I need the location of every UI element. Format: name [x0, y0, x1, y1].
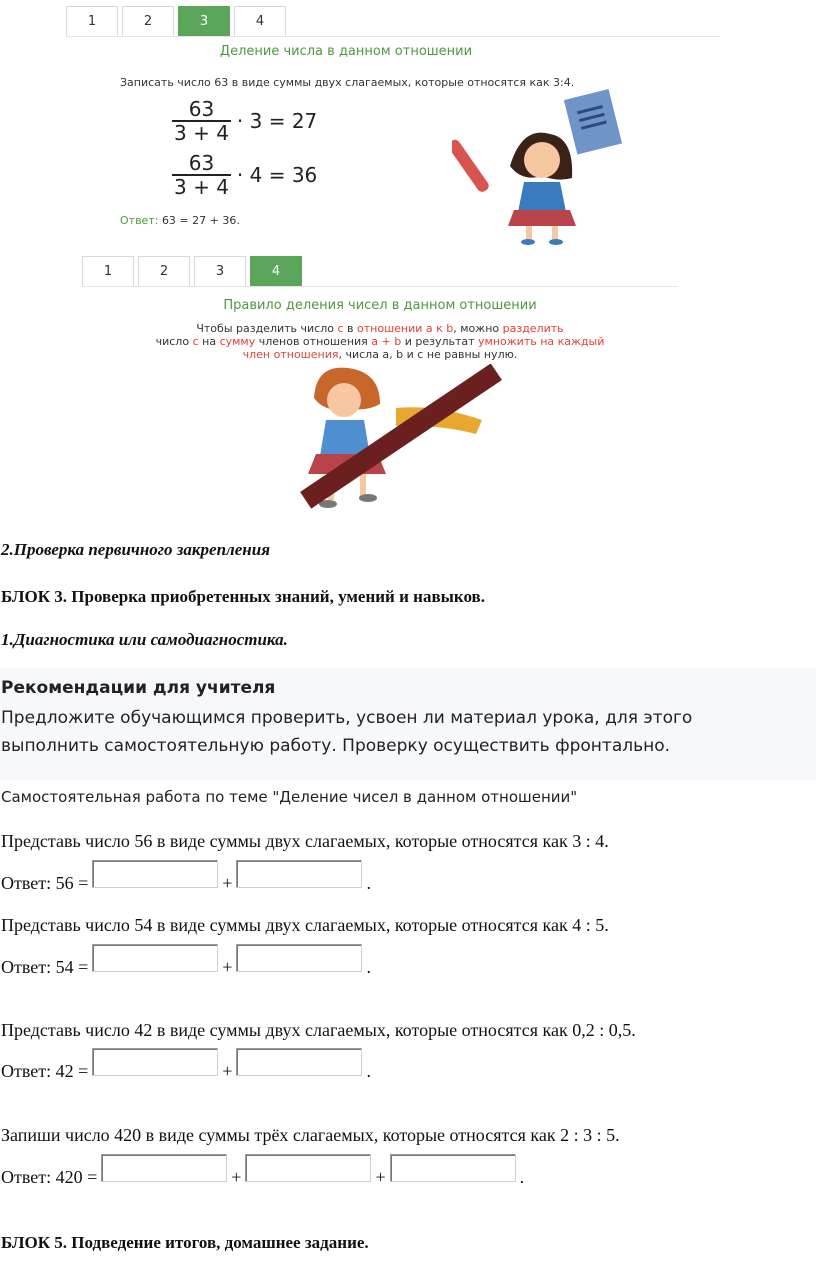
equation-2 — [172, 152, 317, 198]
slide-2-tabs — [82, 256, 678, 286]
slide-1-tabs — [66, 6, 720, 36]
eq2-result: · 4 = 36 — [236, 163, 318, 187]
task-4-input-3[interactable] — [390, 1154, 516, 1182]
plus-sign: + — [375, 1167, 386, 1187]
task-2-input-2[interactable] — [236, 944, 362, 972]
slide-1 — [66, 6, 720, 242]
eq2-denominator: 3 + 4 — [174, 175, 229, 199]
slide-2 — [82, 256, 678, 520]
period: . — [366, 873, 371, 893]
recommendation-title: Рекомендации для учителя — [1, 678, 276, 698]
task-3-answer-label: Ответ: 42 = — [1, 1061, 89, 1081]
period: . — [519, 1167, 525, 1187]
task-3-input-2[interactable] — [236, 1048, 362, 1076]
heading-primary-check: 2.Проверка первичного закрепления — [1, 540, 270, 559]
task-2-text: Представь число 54 в виде суммы двух слагаемых, которые относятся как 4 : 5. — [1, 915, 609, 935]
task-2-answer-label: Ответ: 54 = — [1, 957, 89, 977]
task-4-input-1[interactable] — [101, 1154, 227, 1182]
plus-sign: + — [222, 873, 233, 893]
heading-block-3: БЛОК 3. Проверка приобретенных знаний, умений и навыков. — [1, 587, 485, 606]
plus-sign: + — [222, 957, 233, 977]
task-3-input-1[interactable] — [92, 1048, 218, 1076]
task-1-answer-label: Ответ: 56 = — [1, 873, 89, 893]
girl-with-notebook-illustration — [452, 86, 632, 246]
girl-with-ruler-illustration — [286, 364, 516, 520]
task-3-text: Представь число 42 в виде суммы двух слагаемых, которые относятся как 0,2 : 0,5. — [1, 1020, 636, 1040]
tab-4[interactable]: 4 — [234, 6, 286, 36]
task-3-answer-row — [1, 1054, 371, 1082]
recommendation-line-2: выполнить самостоятельную работу. Проверку осуществить фронтально. — [1, 736, 671, 756]
tab-divider — [66, 36, 720, 37]
task-2-answer-row — [1, 950, 371, 978]
teacher-recommendation-box — [0, 668, 816, 780]
eq1-denominator: 3 + 4 — [174, 121, 229, 145]
period: . — [366, 1061, 371, 1081]
task-1-answer-row — [1, 866, 371, 894]
eq1-result: · 3 = 27 — [236, 109, 318, 133]
slide-1-task: Записать число 63 в виде суммы двух слагаемых, которые относятся как 3:4. — [120, 76, 575, 89]
slide-1-title: Деление числа в данном отношении — [219, 44, 473, 59]
task-4-text: Запиши число 420 в виде суммы трёх слагаемых, которые относятся как 2 : 3 : 5. — [1, 1125, 620, 1145]
tab-3[interactable]: 3 — [194, 256, 246, 286]
tab-4[interactable]: 4 — [250, 256, 302, 286]
task-4-input-2[interactable] — [245, 1154, 371, 1182]
recommendation-text — [1, 704, 692, 760]
rule-line-2: число c на сумму членов отношения a + b и результат умножить на каждый — [155, 335, 605, 348]
equation-1 — [172, 98, 317, 144]
eq2-numerator: 63 — [188, 151, 215, 175]
eq1-numerator: 63 — [188, 97, 215, 121]
task-4-answer-row — [1, 1160, 524, 1188]
heading-diagnostics: 1.Диагностика или самодиагностика. — [1, 630, 288, 649]
task-1-input-1[interactable] — [92, 860, 218, 888]
recommendation-line-1: Предложите обучающимся проверить, усвоен ли материал урока, для этого — [1, 708, 693, 728]
task-2-input-1[interactable] — [92, 944, 218, 972]
heading-block-5: БЛОК 5. Подведение итогов, домашнее задание. — [1, 1233, 369, 1252]
tab-1[interactable]: 1 — [66, 6, 118, 36]
period: . — [366, 957, 371, 977]
tab-divider — [82, 286, 678, 287]
rule-line-1: Чтобы разделить число c в отношении a к b, можно разделить — [196, 322, 564, 335]
tab-2[interactable]: 2 — [122, 6, 174, 36]
tab-1[interactable]: 1 — [82, 256, 134, 286]
task-4-answer-label: Ответ: 420 = — [1, 1167, 98, 1187]
plus-sign: + — [231, 1167, 242, 1187]
slide-1-answer — [120, 214, 240, 227]
independent-work-title: Самостоятельная работа по теме "Деление чисел в данном отношении" — [1, 788, 578, 806]
plus-sign: + — [222, 1061, 233, 1081]
slide-2-title: Правило деления чисел в данном отношении — [223, 298, 537, 313]
slide-2-rule — [82, 322, 678, 361]
tab-2[interactable]: 2 — [138, 256, 190, 286]
answer-value: 63 = 27 + 36. — [161, 214, 240, 227]
tab-3[interactable]: 3 — [178, 6, 230, 36]
task-1-input-2[interactable] — [236, 860, 362, 888]
rule-line-3: член отношения, числа a, b и c не равны нулю. — [242, 348, 518, 361]
task-1-text: Представь число 56 в виде суммы двух слагаемых, которые относятся как 3 : 4. — [1, 831, 609, 851]
answer-label: Ответ: — [120, 214, 159, 227]
